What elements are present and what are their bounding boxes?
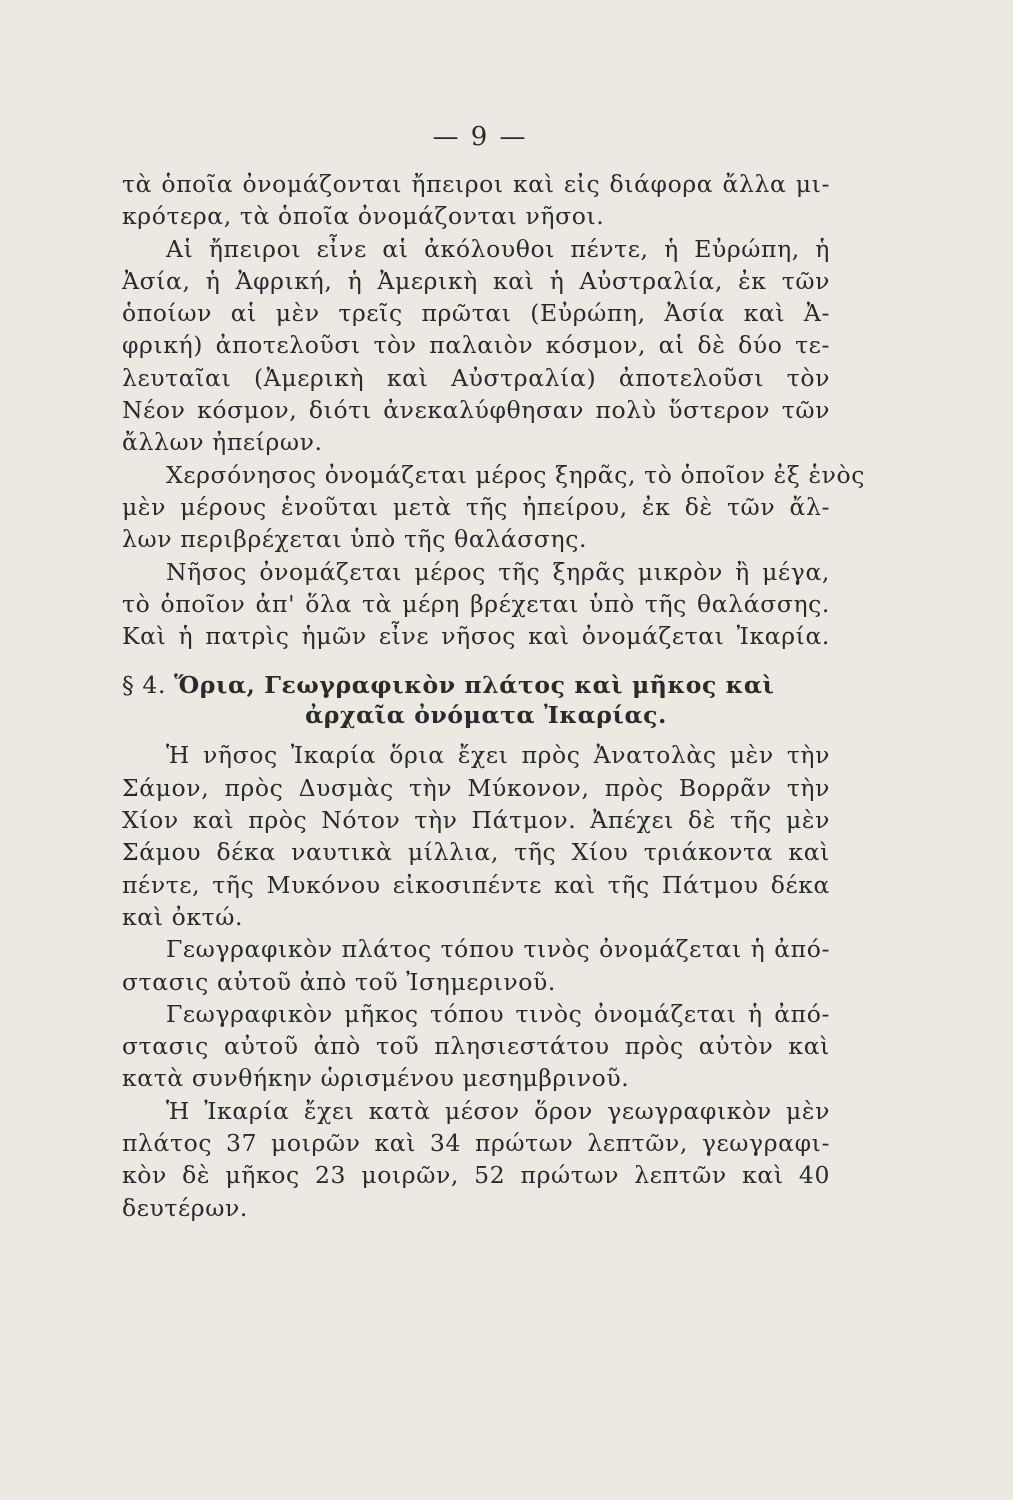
paragraph [122,933,830,998]
text-line: ἄλλων ἠπείρων. [122,428,323,457]
text-line: λων περιβρέχεται ὑπὸ τῆς θαλάσσης. [122,525,588,554]
text-line: κατὰ συνθήκην ὡρισμένου μεσημβρινοῦ. [122,1064,630,1093]
paragraph [122,556,830,653]
paragraph [122,998,830,1095]
page-number: — 9 — [432,122,528,152]
text-line: Ἀσία, ἡ Ἀφρική, ἡ Ἀμερικὴ καὶ ἡ Αὐστραλία, ἐκ τῶν [122,266,830,295]
text-line: στασις αὐτοῦ ἀπὸ τοῦ Ἰσημερινοῦ. [122,967,556,996]
text-line: Γεωγραφικὸν πλάτος τόπου τινὸς ὀνομάζεται ἡ ἀπό- [166,935,830,964]
text-line: Σάμου δέκα ναυτικὰ μίλλια, τῆς Χίου τριάκοντα καὶ [122,838,830,867]
paragraph [122,168,830,233]
text-line: τὸ ὁποῖον ἀπ' ὅλα τὰ μέρη βρέχεται ὑπὸ τῆς θαλάσσης. [122,589,830,618]
text-line: καὶ ὀκτώ. [122,902,244,931]
text-line: φρική) ἀποτελοῦσι τὸν παλαιὸν κόσμον, αἱ δὲ δύο τε- [122,331,830,360]
section-mark: § 4. [122,671,167,700]
text-line: Σάμον, πρὸς Δυσμὰς τὴν Μύκονον, πρὸς Βορρᾶν τὴν [122,773,830,802]
paragraph [122,459,866,556]
text-line: μὲν μέρους ἑνοῦται μετὰ τῆς ἠπείρου, ἐκ δὲ τῶν ἄλ- [122,492,830,521]
page-body [122,168,866,1224]
text-line: στασις αὐτοῦ ἀπὸ τοῦ πλησιεστάτου πρὸς αὐτὸν καὶ [122,1032,830,1061]
text-line: πέντε, τῆς Μυκόνου εἰκοσιπέντε καὶ τῆς Πάτμου δέκα [122,870,830,899]
text-line: πλάτος 37 μοιρῶν καὶ 34 πρώτων λεπτῶν, γεωγραφι- [122,1129,830,1158]
text-line: κὸν δὲ μῆκος 23 μοιρῶν, 52 πρώτων λεπτῶν καὶ 40 [122,1161,830,1190]
text-line: Χερσόνησος ὀνομάζεται μέρος ξηρᾶς, τὸ ὁποῖον ἐξ ἑνὸς [166,460,866,489]
text-line: ὁποίων αἱ μὲν τρεῖς πρῶται (Εὐρώπη, Ἀσία καὶ Ἀ- [122,299,830,328]
paragraph [122,1095,830,1224]
text-line: Χίον καὶ πρὸς Νότον τὴν Πάτμον. Ἀπέχει δὲ τῆς μὲν [122,806,830,835]
section-heading [122,670,830,730]
text-line: Αἱ ἤπειροι εἶνε αἱ ἀκόλουθοι πέντε, ἡ Εὐρώπη, ἡ [166,234,830,263]
heading-line-2: ἀρχαῖα ὀνόματα Ἰκαρίας. [305,701,667,730]
text-line: Γεωγραφικὸν μῆκος τόπου τινὸς ὀνομάζεται ἡ ἀπό- [166,999,830,1028]
text-line: κρότερα, τὰ ὁποῖα ὀνομάζονται νῆσοι. [122,202,605,231]
heading-line-1 [122,670,830,700]
text-line: λευταῖαι (Ἀμερικὴ καὶ Αὐστραλία) ἀποτελοῦσι τὸν [122,363,830,392]
text-line: τὰ ὁποῖα ὀνομάζονται ἤπειροι καὶ εἰς διάφορα ἄλλα μι- [122,170,830,198]
paragraph [122,233,830,459]
text-line: Νέον κόσμον, διότι ἀνεκαλύφθησαν πολὺ ὕστερον τῶν [122,396,830,425]
text-line: Ἡ Ἰκαρία ἔχει κατὰ μέσον ὅρον γεωγραφικὸν μὲν [166,1096,830,1125]
text-line: Ἡ νῆσος Ἰκαρία ὅρια ἔχει πρὸς Ἀνατολὰς μὲν τὴν [166,741,830,770]
text-line: Νῆσος ὀνομάζεται μέρος τῆς ξηρᾶς μικρὸν ἢ μέγα, [166,557,830,586]
text-line: Καὶ ἡ πατρὶς ἡμῶν εἶνε νῆσος καὶ ὀνομάζεται Ἰκαρία. [122,622,830,651]
heading-title: Ὅρια, Γεωγραφικὸν πλάτος καὶ μῆκος καὶ [174,671,775,700]
paragraph [122,739,830,933]
text-line: δευτέρων. [122,1193,248,1222]
